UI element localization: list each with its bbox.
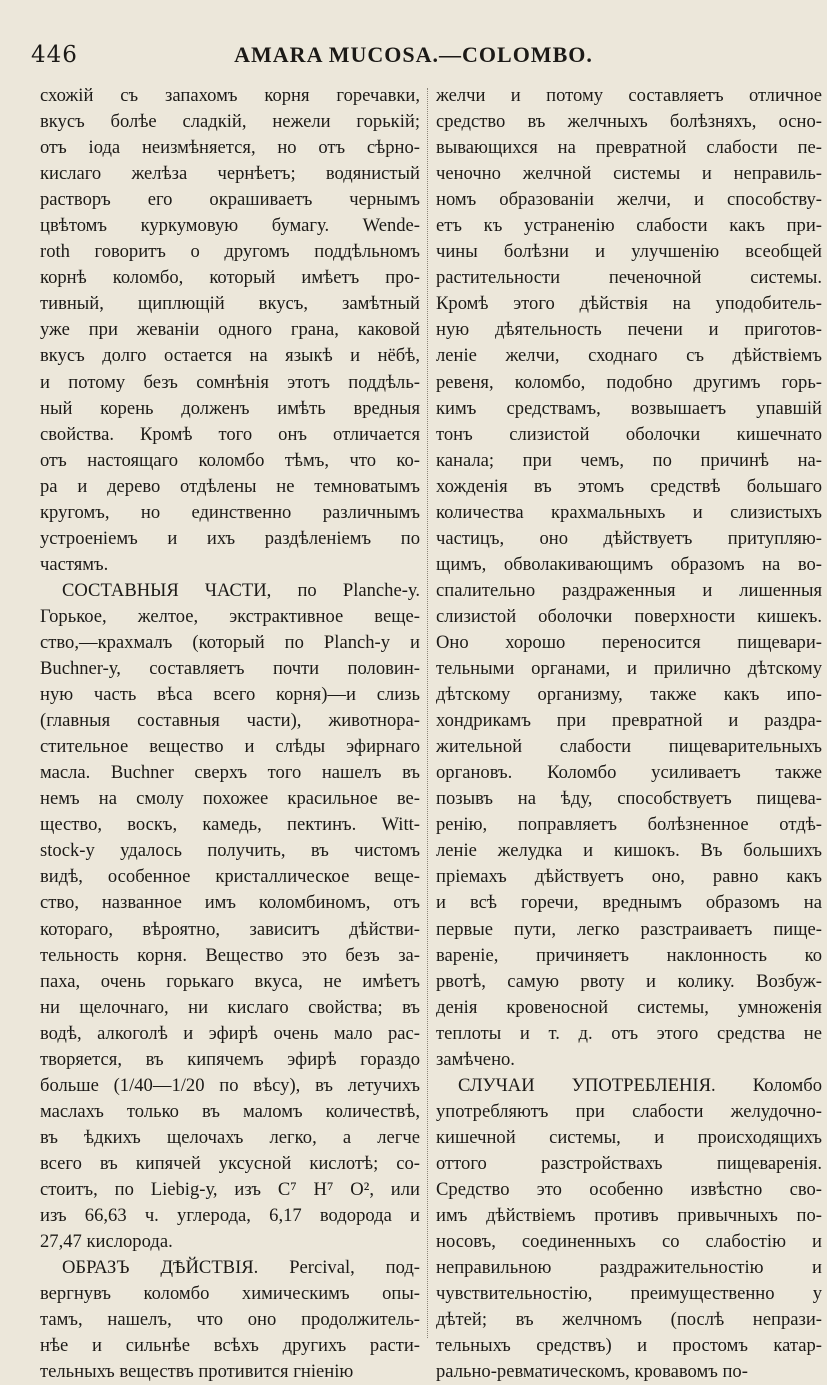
- text-line: кишечной системы, и происходящихъ: [436, 1126, 822, 1148]
- text-line: свойства. Кромѣ того онъ отличается: [40, 423, 420, 445]
- text-line: жительной слабости пищеварительныхъ: [436, 736, 822, 758]
- text-line: масла. Buchner сверхъ того нашелъ въ: [40, 762, 420, 784]
- text-line: творяется, въ кипячемъ эфирѣ гораздо: [40, 1048, 420, 1070]
- text-line: схожій съ запахомъ корня горечавки,: [40, 85, 420, 106]
- text-line: Buchner-у, составляетъ почти половин-: [40, 658, 420, 680]
- text-line: уже при жеваніи одного грана, каковой: [40, 319, 420, 341]
- text-line: ство, названное имъ коломбиномъ, отъ: [40, 892, 420, 914]
- text-line: тельность корня. Вещество это безъ за-: [40, 944, 420, 966]
- text-line: тельныхъ веществъ противится гніенію: [40, 1361, 354, 1383]
- text-line: Горькое, желтое, экстрактивное веще-: [40, 605, 420, 627]
- right-text-column: [436, 83, 822, 1383]
- running-title: AMARA MUCOSA.—COLOMBO.: [234, 42, 593, 67]
- text-line: рально-ревматическомъ, кровавомъ по-: [436, 1361, 748, 1383]
- text-line: стоитъ, по Liebig-у, изъ C⁷ H⁷ O², или: [40, 1178, 420, 1200]
- text-line: ченочно желчной системы и неправиль-: [436, 163, 822, 185]
- text-line: номъ образованіи желчи, и способству-: [436, 189, 822, 211]
- text-line: stock-у удалось получить, въ чистомъ: [40, 840, 420, 862]
- text-line: кислаго желѣза чернѣетъ; водянистый: [40, 163, 420, 185]
- text-line: денія кровеносной системы, умноженія: [436, 996, 822, 1018]
- text-line: канала; при чемъ, по причинѣ на-: [436, 449, 822, 471]
- text-line: (главныя составныя части), животнора-: [40, 710, 420, 732]
- text-line: частицъ, оно дѣйствуетъ притупляю-: [436, 527, 822, 549]
- text-line: органовъ. Коломбо усиливаетъ также: [436, 762, 822, 784]
- text-line: чувствительностію, преимущественно у: [436, 1283, 822, 1305]
- text-line: имъ дѣйствіемъ противъ привычныхъ по-: [436, 1205, 822, 1227]
- text-line: вывающихся на превратной слабости пе-: [436, 137, 822, 159]
- text-line: ную дѣятельность печени и приготов-: [436, 319, 822, 341]
- text-line: СЛУЧАИ УПОТРЕБЛЕНІЯ. Коломбо: [458, 1074, 822, 1096]
- column-divider: [427, 88, 428, 1338]
- text-line: вергнувъ коломбо химическимъ опы-: [40, 1283, 420, 1305]
- text-line: неправильною раздражительностію и: [436, 1257, 822, 1279]
- text-line: и потому безъ сомнѣнія этотъ поддѣль-: [40, 371, 420, 393]
- text-line: ревеня, коломбо, подобно другимъ горь-: [436, 371, 822, 393]
- text-line: ра и дерево отдѣлены не темноватымъ: [40, 475, 420, 497]
- text-line: пріемахъ дѣйствуетъ оно, равно какъ: [436, 866, 822, 888]
- text-line: частямъ.: [40, 553, 109, 575]
- text-line: хондрикамъ при превратной и раздра-: [436, 710, 822, 732]
- text-line: употребляютъ при слабости желудочно-: [436, 1100, 822, 1122]
- text-line: въ ѣдкихъ щелочахъ легко, а легче: [40, 1126, 420, 1148]
- page-header: [0, 38, 827, 82]
- text-line: устроеніемъ и ихъ раздѣленіемъ по: [40, 527, 420, 549]
- text-line: паха, очень горькаго вкуса, не имѣетъ: [40, 970, 420, 992]
- text-line: спалительно раздраженныя и лишенныя: [436, 579, 822, 601]
- text-line: количества крахмальныхъ и слизистыхъ: [436, 501, 822, 523]
- text-line: щество, воскъ, камедь, пектинъ. Witt-: [40, 814, 420, 836]
- text-line: тельными органами, и прилично дѣтскому: [436, 658, 822, 680]
- left-text-column: [40, 83, 420, 1383]
- text-line: кругомъ, но единственно различнымъ: [40, 501, 420, 523]
- text-line: теплоты и т. д. отъ этого средства не: [436, 1022, 822, 1044]
- text-line: кимъ средствамъ, возвышаетъ упавшій: [436, 397, 822, 419]
- text-line: видѣ, особенное кристаллическое веще-: [40, 866, 420, 888]
- text-line: вкусъ болѣе сладкій, нежели горькій;: [40, 111, 420, 133]
- text-line: желчи и потому составляетъ отличное: [436, 85, 822, 106]
- text-line: немъ на смолу похожее красильное ве-: [40, 788, 420, 810]
- text-line: ни щелочнаго, ни кислаго свойства; въ: [40, 996, 420, 1018]
- text-line: нѣе и сильнѣе всѣхъ другихъ расти-: [40, 1335, 420, 1357]
- text-line: тонъ слизистой оболочки кишечнато: [436, 423, 822, 445]
- text-line: ную часть вѣса всего корня)—и слизь: [40, 684, 420, 706]
- text-line: изъ 66,63 ч. углерода, 6,17 водорода и: [40, 1205, 420, 1227]
- text-line: тельныхъ средствъ) и простомъ катар-: [436, 1335, 822, 1357]
- text-line: тивный, щиплющій вкусъ, замѣтный: [40, 293, 420, 315]
- text-line: вкусъ долго остается на языкѣ и нёбѣ,: [40, 345, 420, 367]
- text-line: растворъ его окрашиваетъ чернымъ: [40, 189, 420, 211]
- text-line: стительное вещество и слѣды эфирнаго: [40, 736, 420, 758]
- text-line: 27,47 кислорода.: [40, 1231, 173, 1253]
- text-line: щимъ, обволакивающимъ образомъ на во-: [436, 553, 822, 575]
- text-line: первые пути, легко разстраиваетъ пище-: [436, 918, 822, 940]
- text-line: маслахъ только въ маломъ количествѣ,: [40, 1100, 420, 1122]
- text-line: больше (1/40—1/20 по вѣсу), въ летучихъ: [40, 1074, 420, 1096]
- text-line: ство,—крахмалъ (который по Planch-у и: [40, 631, 420, 653]
- text-line: roth говоритъ о другомъ поддѣльномъ: [40, 241, 420, 263]
- text-line: замѣчено.: [436, 1048, 515, 1070]
- text-line: цвѣтомъ куркумовую бумагу. Wende-: [40, 215, 420, 237]
- text-line: етъ къ устраненію слабости какъ при-: [436, 215, 822, 237]
- text-line: котораго, вѣроятно, зависитъ дѣйстви-: [40, 918, 420, 940]
- text-line: вареніе, причиняетъ наклонность ко: [436, 944, 822, 966]
- text-line: СОСТАВНЫЯ ЧАСТИ, по Planche-у.: [62, 579, 420, 601]
- text-line: слизистой оболочки поверхности кишекъ.: [436, 605, 822, 627]
- text-line: дѣтей; въ желчномъ (послѣ непрази-: [436, 1309, 822, 1331]
- text-line: водѣ, алкоголѣ и эфирѣ очень мало рас-: [40, 1022, 420, 1044]
- text-line: Средство это особенно извѣстно сво-: [436, 1178, 822, 1200]
- page-number: 446: [31, 42, 78, 68]
- text-line: позывъ на ѣду, способствуетъ пищева-: [436, 788, 822, 810]
- text-line: Оно хорошо переносится пищевари-: [436, 631, 822, 653]
- text-line: ный корень долженъ имѣть вредныя: [40, 397, 420, 419]
- text-line: чины болѣзни и улучшенію всеобщей: [436, 241, 822, 263]
- text-line: всего въ кипячей уксусной кислотѣ; со-: [40, 1152, 420, 1174]
- text-line: леніе желудка и кишокъ. Въ большихъ: [436, 840, 822, 862]
- text-line: отъ настоящаго коломбо тѣмъ, что ко-: [40, 449, 420, 471]
- text-line: рвотѣ, самую рвоту и колику. Возбуж-: [436, 970, 822, 992]
- text-line: Кромѣ этого дѣйствія на уподобитель-: [436, 293, 822, 315]
- text-line: леніе желчи, сходнаго съ дѣйствіемъ: [436, 345, 822, 367]
- text-line: оттого разстройствахъ пищеваренія.: [436, 1152, 822, 1174]
- text-line: ОБРАЗЪ ДѢЙСТВІЯ. Percival, под-: [62, 1257, 420, 1279]
- text-line: отъ іода неизмѣняется, но отъ сѣрно-: [40, 137, 420, 159]
- text-line: и всѣ горечи, вреднымъ образомъ на: [436, 892, 822, 914]
- text-line: носовъ, соединенныхъ со слабостію и: [436, 1231, 822, 1253]
- text-line: корнѣ коломбо, который имѣетъ про-: [40, 267, 420, 289]
- text-line: средство въ желчныхъ болѣзняхъ, осно-: [436, 111, 822, 133]
- text-line: тамъ, нашелъ, что оно продолжитель-: [40, 1309, 420, 1331]
- text-line: растительности печеночной системы.: [436, 267, 822, 289]
- text-line: ренію, поправляетъ болѣзненное отдѣ-: [436, 814, 822, 836]
- text-line: хожденія въ этомъ средствѣ большаго: [436, 475, 822, 497]
- text-line: дѣтскому организму, также какъ ипо-: [436, 684, 822, 706]
